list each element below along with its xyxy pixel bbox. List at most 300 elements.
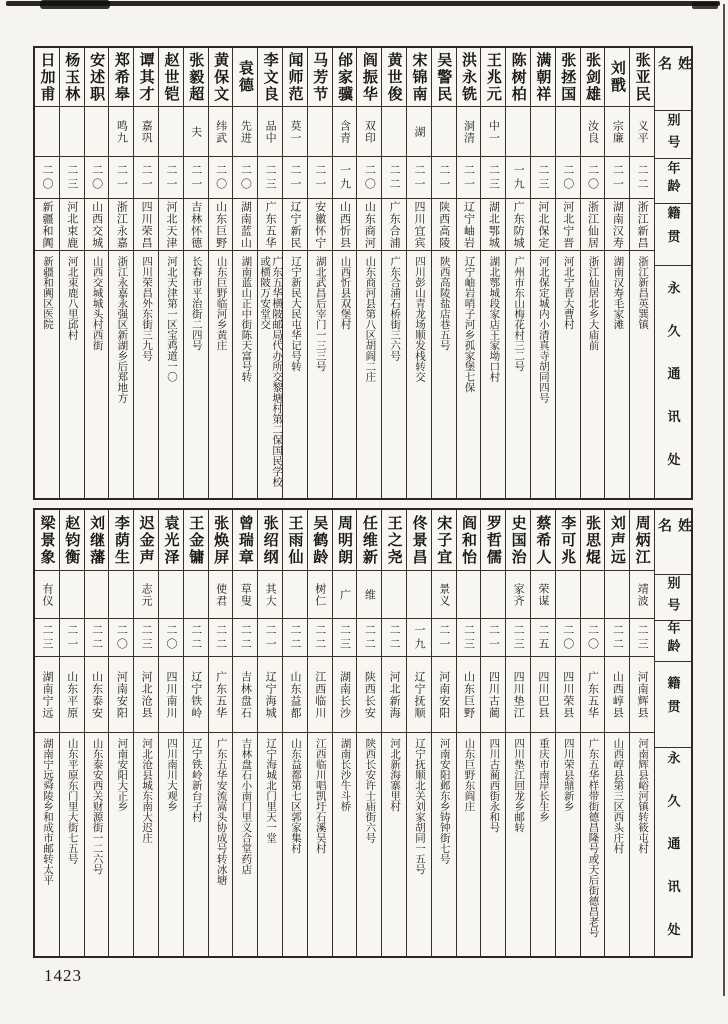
entry-name-cell: 王金镛 xyxy=(187,514,204,566)
entry-address-cell: 河北天津第一区宝鸡道一〇 xyxy=(159,250,183,498)
entry-column xyxy=(84,510,109,956)
entry-address-cell: 广东合浦石桥街三六号 xyxy=(382,250,406,498)
entry-origin-cell: 湖南长沙 xyxy=(333,656,357,732)
entry-column xyxy=(406,48,431,498)
entry-column xyxy=(356,48,381,498)
entry-address-cell: 河北新海寨里村 xyxy=(382,732,406,956)
entry-column xyxy=(480,48,505,498)
entry-address-cell: 湖北鄂城段家店王家坳口村 xyxy=(481,250,505,498)
entry-name-cell: 王之尧 xyxy=(385,514,402,566)
entry-address-cell: 河北束鹿八里邱村 xyxy=(60,250,84,498)
entry-alias-cell xyxy=(308,106,332,156)
entry-name-cell: 蔡希人 xyxy=(534,514,551,566)
entry-column xyxy=(406,510,431,956)
entry-origin-cell: 辽宁新民 xyxy=(283,198,307,250)
entry-origin-cell: 广东合浦 xyxy=(382,198,406,250)
entry-column xyxy=(505,48,530,498)
entry-age-cell: 二一 xyxy=(308,156,332,198)
entry-column xyxy=(257,48,282,498)
entry-alias-cell xyxy=(531,106,555,156)
entry-column xyxy=(629,510,654,956)
entry-age-cell: 二一 xyxy=(159,156,183,198)
entry-origin-cell: 四川荣昌 xyxy=(134,198,158,250)
entry-alias-cell: 景义 xyxy=(432,570,456,618)
entry-origin-cell: 广东防城 xyxy=(506,198,530,250)
entry-address-cell: 河南辉县峪河镇转筱屯村 xyxy=(630,732,654,956)
header-address-cell: 永久通讯处 xyxy=(655,265,691,513)
entry-alias-cell: 树仁 xyxy=(308,570,332,618)
entry-column xyxy=(183,48,208,498)
entry-origin-cell: 山东泰安 xyxy=(85,656,109,732)
entry-alias-cell: 双印 xyxy=(357,106,381,156)
entry-alias-cell: 纬武 xyxy=(209,106,233,156)
entry-name-cell: 吴鹤龄 xyxy=(311,514,328,566)
entry-age-cell: 二二 xyxy=(382,618,406,656)
entry-age-cell: 二〇 xyxy=(159,618,183,656)
entry-age-cell: 二一 xyxy=(283,156,307,198)
entry-origin-cell: 安徽怀宁 xyxy=(308,198,332,250)
entry-alias-cell xyxy=(60,106,84,156)
entry-age-cell: 二二 xyxy=(605,618,629,656)
entry-age-cell: 二二 xyxy=(357,618,381,656)
entry-age-cell: 二二 xyxy=(209,618,233,656)
entry-origin-cell: 河南辉县 xyxy=(630,656,654,732)
entry-alias-cell: 维 xyxy=(357,570,381,618)
entry-name-cell: 陈树柏 xyxy=(509,51,526,103)
entry-origin-cell: 山西忻县 xyxy=(333,198,357,250)
entry-name-cell: 杨玉林 xyxy=(63,51,80,103)
entry-alias-cell: 家齐 xyxy=(506,570,530,618)
entry-name-cell: 梁景象 xyxy=(38,514,55,566)
entry-name-cell: 曾瑞章 xyxy=(236,514,253,566)
entry-address-cell: 浙江新昌英巽镇 xyxy=(630,250,654,498)
entry-age-cell: 二〇 xyxy=(556,618,580,656)
entry-address-cell: 山东泰安西关财源街一二六号 xyxy=(85,732,109,956)
entry-column xyxy=(232,48,257,498)
entry-column xyxy=(208,510,233,956)
entry-address-cell: 河南安阳邺东乡铸钟街七号 xyxy=(432,732,456,956)
entry-address-cell: 广州市东山梅花村三二号 xyxy=(506,250,530,498)
entry-address-cell: 广东五华样带街德昌隆号或天后街德昌老号 xyxy=(581,732,605,956)
entry-column xyxy=(158,510,183,956)
entry-age-cell: 二三 xyxy=(258,156,282,198)
entry-age-cell: 一九 xyxy=(333,156,357,198)
scan-artifact-right-edge xyxy=(723,4,725,996)
entry-origin-cell: 辽宁铁岭 xyxy=(184,656,208,732)
entry-column xyxy=(232,510,257,956)
entry-alias-cell: 有仪 xyxy=(35,570,59,618)
entry-age-cell: 一九 xyxy=(407,618,431,656)
entry-name-cell: 刘戬 xyxy=(608,60,625,94)
entry-age-cell: 二〇 xyxy=(556,156,580,198)
entry-origin-cell: 山东益都 xyxy=(283,656,307,732)
entry-column xyxy=(59,510,84,956)
entry-origin-cell: 广东五华 xyxy=(258,198,282,250)
entry-origin-cell: 新疆和阗 xyxy=(35,198,59,250)
entry-age-cell: 二一 xyxy=(432,156,456,198)
entry-age-cell: 二〇 xyxy=(209,156,233,198)
entry-column xyxy=(208,48,233,498)
entry-age-cell: 二一 xyxy=(605,156,629,198)
entry-column xyxy=(307,48,332,498)
entry-alias-cell: 湖 xyxy=(407,106,431,156)
entry-origin-cell: 吉林盘石 xyxy=(233,656,257,732)
entry-address-cell: 江西临川唱凯圩石溪吴村 xyxy=(308,732,332,956)
entry-name-cell: 张亚民 xyxy=(633,51,650,103)
entry-age-cell: 二二 xyxy=(382,156,406,198)
entry-origin-cell: 湖北鄂城 xyxy=(481,198,505,250)
entry-column xyxy=(431,48,456,498)
entry-name-cell: 邰家骥 xyxy=(336,51,353,103)
entry-origin-cell: 湖南宁远 xyxy=(35,656,59,732)
entry-alias-cell: 广 xyxy=(333,570,357,618)
entry-origin-cell: 湖南汉寿 xyxy=(605,198,629,250)
entry-column xyxy=(158,48,183,498)
entry-age-cell: 二一 xyxy=(134,156,158,198)
entry-origin-cell: 河南安阳 xyxy=(109,656,133,732)
entry-origin-cell: 浙江仙居 xyxy=(581,198,605,250)
entry-column xyxy=(381,48,406,498)
scan-artifact-top-blob xyxy=(40,0,110,9)
entry-column xyxy=(629,48,654,498)
entry-name-cell: 袁光泽 xyxy=(162,514,179,566)
entry-name-cell: 黄世俊 xyxy=(385,51,402,103)
entry-alias-cell: 宗廉 xyxy=(605,106,629,156)
entry-column xyxy=(108,510,133,956)
entry-age-cell: 二三 xyxy=(481,156,505,198)
entry-name-cell: 罗哲儒 xyxy=(484,514,501,566)
entry-address-cell: 长春市平治街二四号 xyxy=(184,250,208,498)
entry-column xyxy=(555,48,580,498)
entry-age-cell: 二三 xyxy=(134,618,158,656)
entry-name-cell: 张思焜 xyxy=(584,514,601,566)
entry-age-cell: 二一 xyxy=(60,618,84,656)
entry-age-cell: 二〇 xyxy=(109,618,133,656)
entry-name-cell: 赵钧衡 xyxy=(63,514,80,566)
entry-origin-cell: 辽宁海城 xyxy=(258,656,282,732)
entry-alias-cell: 鸣九 xyxy=(109,106,133,156)
header-age-cell: 年龄 xyxy=(655,158,691,200)
header-name-cell: 姓名 xyxy=(656,518,691,549)
entry-alias-cell xyxy=(581,570,605,618)
entry-age-cell: 二二 xyxy=(233,618,257,656)
entry-name-cell: 周明朗 xyxy=(336,514,353,566)
entry-age-cell: 二〇 xyxy=(35,156,59,198)
header-alias-cell: 别号 xyxy=(655,574,691,622)
entry-age-cell: 二〇 xyxy=(233,156,257,198)
entry-name-cell: 王雨仙 xyxy=(286,514,303,566)
entry-address-cell: 广东五华安流嵩头协成号转冰塘 xyxy=(209,732,233,956)
entry-column xyxy=(530,48,555,498)
entry-origin-cell: 广东五华 xyxy=(581,656,605,732)
entry-origin-cell: 河北宁晋 xyxy=(556,198,580,250)
entry-address-cell: 河北宁晋大曹村 xyxy=(556,250,580,498)
entry-origin-cell: 河南安阳 xyxy=(432,656,456,732)
scan-artifact-top-right xyxy=(692,2,718,9)
entry-origin-cell: 湖南蓝山 xyxy=(233,198,257,250)
entry-name-cell: 刘继藩 xyxy=(88,514,105,566)
entry-origin-cell: 河北新海 xyxy=(382,656,406,732)
entry-name-cell: 黄保文 xyxy=(212,51,229,103)
header-address-cell: 永久通讯处 xyxy=(655,747,691,971)
entry-address-cell: 山东商河县第八区胡阎二庄 xyxy=(357,250,381,498)
entry-alias-cell: 嘉巩 xyxy=(134,106,158,156)
entry-address-cell: 山西崞县第三区西头庄村 xyxy=(605,732,629,956)
page-number: 1423 xyxy=(44,966,82,985)
entry-column xyxy=(530,510,555,956)
entry-address-cell: 陕西长安许士庙街六号 xyxy=(357,732,381,956)
entry-alias-cell xyxy=(85,106,109,156)
entry-address-cell: 四川荣昌外东街三九号 xyxy=(134,250,158,498)
entry-origin-cell: 四川荣县 xyxy=(556,656,580,732)
entry-column xyxy=(332,48,357,498)
entry-column xyxy=(257,510,282,956)
entry-age-cell: 二五 xyxy=(531,618,555,656)
entry-alias-cell: 荣谋 xyxy=(531,570,555,618)
entry-alias-cell: 先进 xyxy=(233,106,257,156)
entry-age-cell: 二三 xyxy=(333,618,357,656)
entry-origin-cell: 山东巨野 xyxy=(209,198,233,250)
entry-address-cell: 辽宁海城北门里天一堂 xyxy=(258,732,282,956)
entry-column xyxy=(580,510,605,956)
entry-alias-cell xyxy=(35,106,59,156)
entry-age-cell: 二〇 xyxy=(581,618,605,656)
entry-origin-cell: 山东巨野 xyxy=(457,656,481,732)
entry-address-cell: 辽宁抚顺北关刘家胡同一五号 xyxy=(407,732,431,956)
entry-origin-cell: 广东五华 xyxy=(209,656,233,732)
entry-column xyxy=(555,510,580,956)
entry-column xyxy=(282,510,307,956)
entry-age-cell: 二一 xyxy=(407,156,431,198)
entry-alias-cell xyxy=(159,106,183,156)
header-name-cell: 姓名 xyxy=(656,56,691,87)
entry-address-cell: 浙江仙居北乡大庙前 xyxy=(581,250,605,498)
entry-origin-cell: 江西临川 xyxy=(308,656,332,732)
entry-column xyxy=(183,510,208,956)
entry-name-cell: 吴警民 xyxy=(435,51,452,103)
entry-origin-cell: 山西交城 xyxy=(85,198,109,250)
entry-age-cell: 二二 xyxy=(630,156,654,198)
entry-column xyxy=(108,48,133,498)
header-origin-cell: 籍贯 xyxy=(655,661,691,737)
entry-age-cell: 二〇 xyxy=(357,156,381,198)
entry-name-cell: 赵世铠 xyxy=(162,51,179,103)
entry-age-cell: 二二 xyxy=(283,618,307,656)
entry-age-cell: 二二 xyxy=(184,618,208,656)
entry-alias-cell xyxy=(407,570,431,618)
entry-alias-cell: 品中 xyxy=(258,106,282,156)
entry-name-cell: 张绍纲 xyxy=(261,514,278,566)
entry-origin-cell: 吉林怀德 xyxy=(184,198,208,250)
entry-name-cell: 张毅超 xyxy=(187,51,204,103)
entry-alias-cell xyxy=(506,106,530,156)
entry-column xyxy=(480,510,505,956)
entry-alias-cell xyxy=(159,570,183,618)
entry-origin-cell: 陕西长安 xyxy=(357,656,381,732)
entry-column xyxy=(59,48,84,498)
entry-name-cell: 袁德 xyxy=(236,60,253,94)
entry-alias-cell xyxy=(184,570,208,618)
entry-origin-cell: 四川巴县 xyxy=(531,656,555,732)
entry-address-cell: 新疆和阗区医院 xyxy=(35,250,59,498)
entry-name-cell: 郑希皋 xyxy=(112,51,129,103)
entry-name-cell: 张剑雄 xyxy=(584,51,601,103)
entry-alias-cell xyxy=(605,570,629,618)
entry-address-cell: 河南安阳大正乡 xyxy=(109,732,133,956)
entry-age-cell: 二三 xyxy=(630,618,654,656)
entry-origin-cell: 河北天津 xyxy=(159,198,183,250)
entry-age-cell: 一九 xyxy=(506,156,530,198)
entry-column xyxy=(35,510,59,956)
entry-name-cell: 日加甫 xyxy=(38,51,55,103)
entry-column xyxy=(133,510,158,956)
entry-name-cell: 佟景昌 xyxy=(410,514,427,566)
entry-origin-cell: 四川垫江 xyxy=(506,656,530,732)
entry-column xyxy=(282,48,307,498)
entry-alias-cell: 其大 xyxy=(258,570,282,618)
entry-address-cell: 湖南宁远舜陵乡和成市邮转太平 xyxy=(35,732,59,956)
entry-origin-cell: 陕西高陵 xyxy=(432,198,456,250)
entry-column xyxy=(456,510,481,956)
entry-address-cell: 山东平原东门里大街七五号 xyxy=(60,732,84,956)
entry-name-cell: 李文良 xyxy=(261,51,278,103)
entry-address-cell: 河北保定城内小清真寺胡同四号 xyxy=(531,250,555,498)
entry-alias-cell: 洞清 xyxy=(457,106,481,156)
entry-alias-cell xyxy=(432,106,456,156)
entry-column xyxy=(35,48,59,498)
entry-address-cell: 四川彭山青龙场顺发栈转交 xyxy=(407,250,431,498)
entry-origin-cell: 河北沧县 xyxy=(134,656,158,732)
entry-address-cell: 陕西高陵盐店巷五号 xyxy=(432,250,456,498)
entry-name-cell: 张焕屏 xyxy=(212,514,229,566)
entry-column xyxy=(431,510,456,956)
entry-alias-cell xyxy=(109,570,133,618)
entry-address-cell: 浙江永嘉永强区新湖乡后郑地方 xyxy=(109,250,133,498)
entry-alias-cell: 含青 xyxy=(333,106,357,156)
entry-name-cell: 李荫生 xyxy=(112,514,129,566)
entry-name-cell: 宋子宜 xyxy=(435,514,452,566)
entry-address-cell: 重庆市南岸长生乡 xyxy=(531,732,555,956)
entry-column xyxy=(356,510,381,956)
entry-origin-cell: 山东商河 xyxy=(357,198,381,250)
entry-name-cell: 迟金声 xyxy=(137,514,154,566)
entry-alias-cell xyxy=(382,106,406,156)
entry-alias-cell: 靖波 xyxy=(630,570,654,618)
entry-address-cell: 吉林盘石小南门里义合堂药店 xyxy=(233,732,257,956)
entry-origin-cell: 河北保定 xyxy=(531,198,555,250)
entry-alias-cell xyxy=(556,570,580,618)
entry-name-cell: 张拯国 xyxy=(559,51,576,103)
entry-alias-cell: 义平 xyxy=(630,106,654,156)
header-alias-cell: 别号 xyxy=(655,110,691,160)
entry-age-cell: 二一 xyxy=(258,618,282,656)
entry-alias-cell xyxy=(556,106,580,156)
entry-origin-cell: 四川古蔺 xyxy=(481,656,505,732)
entry-column xyxy=(133,48,158,498)
entry-name-cell: 谭其才 xyxy=(137,51,154,103)
entry-address-cell: 辽宁岫岩哨子河乡孤家堡七保 xyxy=(457,250,481,498)
entry-name-cell: 李可兆 xyxy=(559,514,576,566)
entry-age-cell: 二〇 xyxy=(581,156,605,198)
entry-name-cell: 闻师范 xyxy=(286,51,303,103)
header-column xyxy=(654,510,691,966)
entry-name-cell: 刘声远 xyxy=(608,514,625,566)
entry-column xyxy=(381,510,406,956)
entry-age-cell: 二一 xyxy=(184,156,208,198)
entry-age-cell: 二三 xyxy=(531,156,555,198)
header-origin-cell: 籍贯 xyxy=(655,203,691,255)
entry-address-cell: 广东五华横陂邮局代办所交黎塘村第二保国民学校或横陂万安堂交 xyxy=(258,250,282,498)
entry-age-cell: 二三 xyxy=(506,618,530,656)
entry-age-cell: 二一 xyxy=(432,618,456,656)
entry-origin-cell: 浙江新昌 xyxy=(630,198,654,250)
entry-origin-cell: 辽宁抚顺 xyxy=(407,656,431,732)
entry-address-cell: 山东益都第七区郭家集村 xyxy=(283,732,307,956)
scan-artifact-top-edge xyxy=(6,1,720,6)
entry-alias-cell xyxy=(382,570,406,618)
entry-address-cell: 辽宁铁岭新台子村 xyxy=(184,732,208,956)
entry-column xyxy=(307,510,332,956)
entry-age-cell: 二三 xyxy=(457,618,481,656)
entry-age-cell: 二〇 xyxy=(85,156,109,198)
entry-address-cell: 辽宁新民大民屯华记号转 xyxy=(283,250,307,498)
entry-alias-cell xyxy=(457,570,481,618)
entry-alias-cell: 莫一 xyxy=(283,106,307,156)
entry-alias-cell xyxy=(481,570,505,618)
entry-age-cell: 二三 xyxy=(60,156,84,198)
entry-origin-cell: 辽宁岫岩 xyxy=(457,198,481,250)
entry-alias-cell: 夫 xyxy=(184,106,208,156)
entry-address-cell: 湖南长沙牛斗桥 xyxy=(333,732,357,956)
entry-column xyxy=(456,48,481,498)
entry-column xyxy=(505,510,530,956)
entry-age-cell: 二二 xyxy=(85,618,109,656)
entry-origin-cell: 四川宜宾 xyxy=(407,198,431,250)
entry-address-cell: 湖南蓝山正中街陈天富号转 xyxy=(233,250,257,498)
entry-address-cell: 四川古蔺西街永和号 xyxy=(481,732,505,956)
directory-content xyxy=(33,46,693,966)
entry-name-cell: 任维新 xyxy=(360,514,377,566)
header-age-cell: 年龄 xyxy=(655,620,691,658)
entry-origin-cell: 河北束鹿 xyxy=(60,198,84,250)
entry-column xyxy=(604,510,629,956)
entry-age-cell: 二二 xyxy=(308,618,332,656)
entry-alias-cell xyxy=(60,570,84,618)
entry-name-cell: 安述职 xyxy=(88,51,105,103)
entry-column xyxy=(604,48,629,498)
entry-column xyxy=(580,48,605,498)
entry-name-cell: 宋锦南 xyxy=(410,51,427,103)
entry-address-cell: 山西忻县双堡村 xyxy=(333,250,357,498)
entry-name-cell: 洪永铣 xyxy=(460,51,477,103)
entry-address-cell: 湖南汉寿毛家滩 xyxy=(605,250,629,498)
entry-address-cell: 山东巨野东阎庄 xyxy=(457,732,481,956)
entry-address-cell: 山东巨野临河乡黄庄 xyxy=(209,250,233,498)
entry-age-cell: 二三 xyxy=(35,618,59,656)
entry-address-cell: 河北沧县城东南大迟庄 xyxy=(134,732,158,956)
entry-column xyxy=(332,510,357,956)
entry-name-cell: 阎和怡 xyxy=(460,514,477,566)
entry-name-cell: 马芳节 xyxy=(311,51,328,103)
entry-origin-cell: 山东平原 xyxy=(60,656,84,732)
entry-alias-cell: 志元 xyxy=(134,570,158,618)
entry-alias-cell: 使君 xyxy=(209,570,233,618)
entry-address-cell: 山西交城城头村西街 xyxy=(85,250,109,498)
header-column xyxy=(654,48,691,498)
entry-origin-cell: 山西崞县 xyxy=(605,656,629,732)
entry-age-cell: 二一 xyxy=(481,618,505,656)
entry-address-cell: 四川荣县鼎新乡 xyxy=(556,732,580,956)
